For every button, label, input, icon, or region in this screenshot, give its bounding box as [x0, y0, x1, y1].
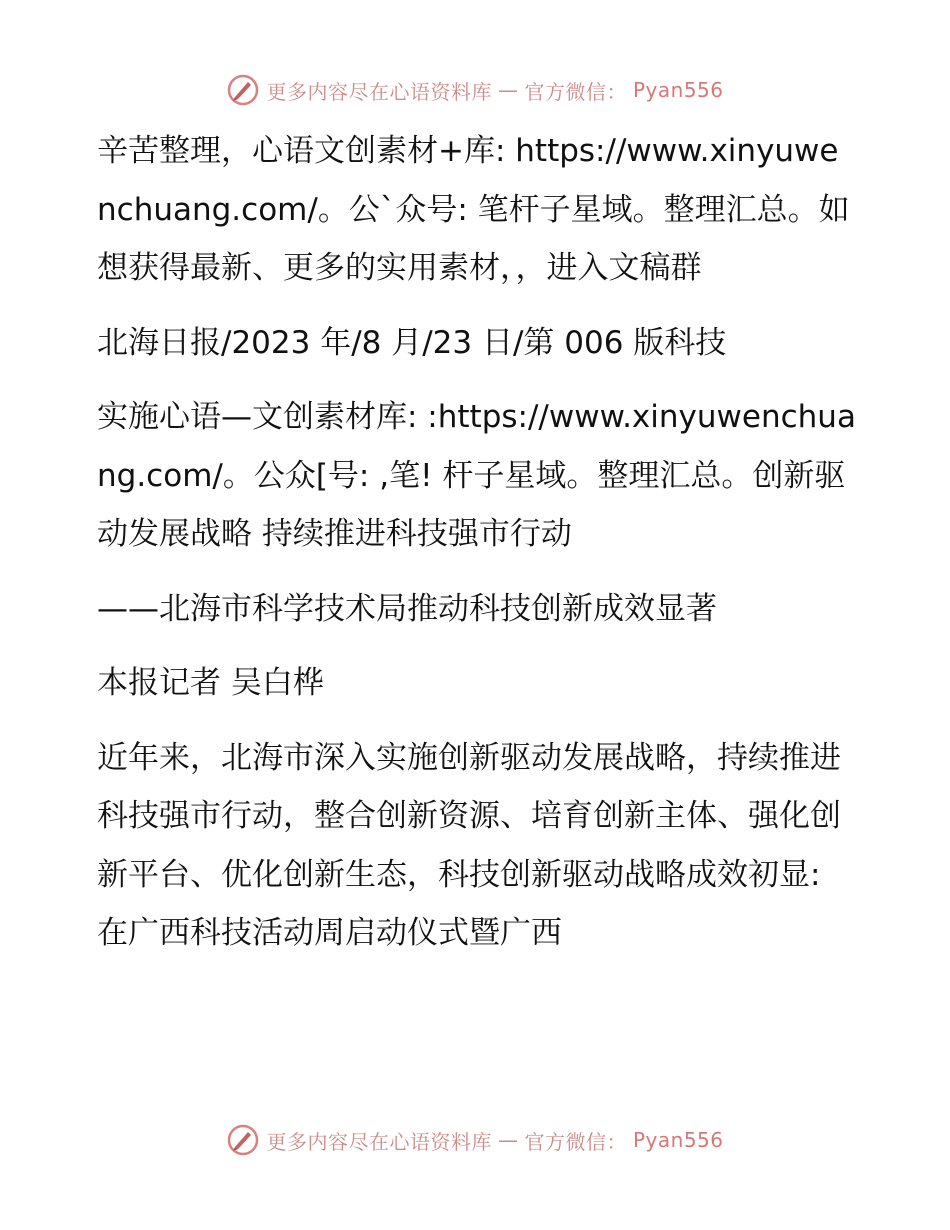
header-watermark-handle: Pyan556 — [632, 78, 724, 102]
footer-watermark-suffix: 官方微信： — [524, 1129, 627, 1154]
source-line: 北海日报/2023 年/8 月/23 日/第 006 版科技 — [97, 324, 727, 361]
document-body — [97, 122, 857, 963]
body-paragraph: 近年来，北海市深入实施创新驱动发展战略，持续推进科技强市行动，整合创新资源、培育创新主体、强化创新平台、优化创新生态，科技创新驱动战略成效初显: 在广西科技活动周启动仪式暨广西 — [97, 739, 841, 951]
headline-paragraph: 实施心语—文创素材库: :https://www.xinyuwenchuang.com/。公众[号: ,笔! 杆子星域。整理汇总。创新驱动发展战略 持续推进科技强市行动 — [97, 399, 856, 552]
quill-circle-logo-icon — [226, 73, 260, 107]
footer-watermark-handle: Pyan556 — [632, 1128, 724, 1152]
byline: 本报记者 吴白桦 — [97, 665, 324, 701]
footer-watermark-dash: — — [497, 1128, 519, 1152]
subheadline: ——北海市科学技术局推动科技创新成效显著 — [97, 590, 717, 627]
quill-circle-logo-icon — [226, 1123, 260, 1157]
header-watermark-text: 更多内容尽在心语资料库 — [266, 79, 492, 104]
header-watermark-suffix: 官方微信： — [524, 79, 627, 104]
footer-watermark — [0, 1120, 950, 1160]
header-watermark-inner — [226, 73, 723, 107]
footer-watermark-text: 更多内容尽在心语资料库 — [266, 1129, 492, 1154]
header-watermark — [0, 70, 950, 110]
intro-paragraph: 辛苦整理，心语文创素材+库: https://www.xinyuwenchuang.com/。公`众号: 笔杆子星域。整理汇总。如想获得最新、更多的实用素材，，进入文稿群 — [97, 133, 850, 286]
header-watermark-dash: — — [497, 78, 519, 102]
footer-watermark-inner — [226, 1123, 723, 1157]
